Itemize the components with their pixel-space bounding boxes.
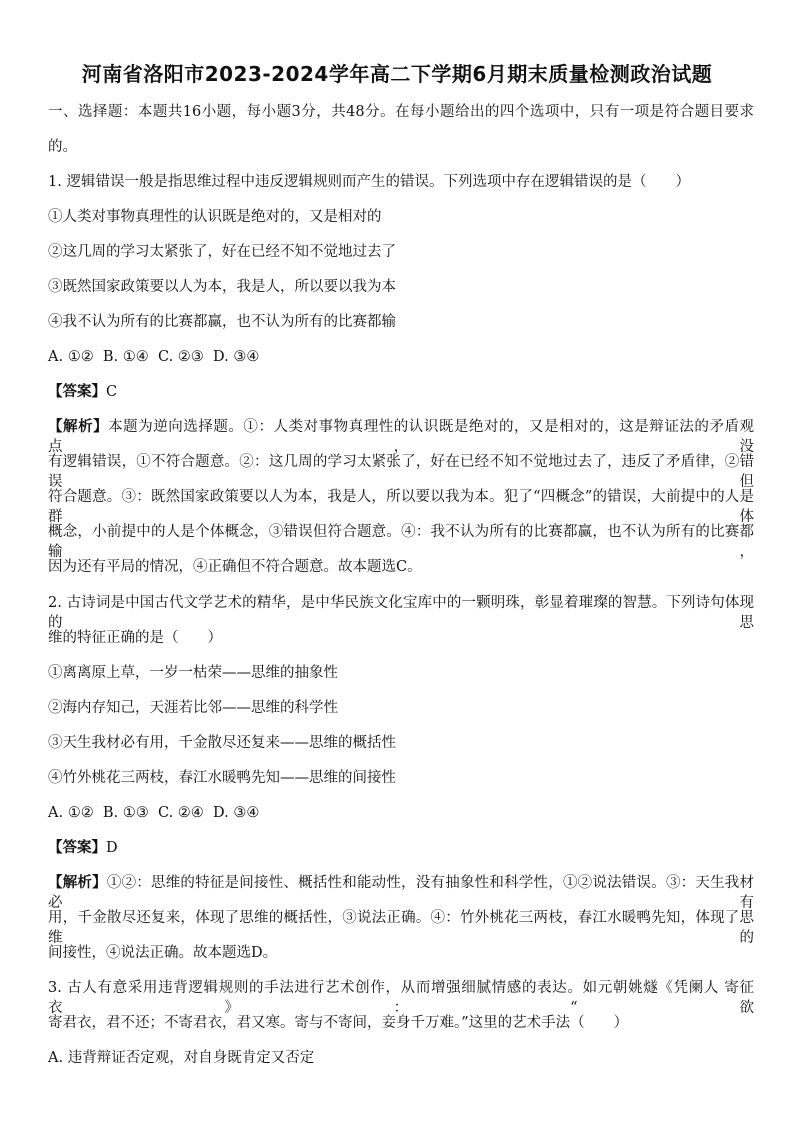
question-2-stem-line-2: 维的特征正确的是（ ）: [48, 630, 222, 646]
question-3-stem-line-1: 3. 古人有意采用违背逻辑规则的手法进行艺术创作，从而增强细腻情感的表达。如元朝姚燧《凭阑人 寄征衣》：“欲: [48, 980, 754, 1016]
question-1-analysis-line-5: 因为还有平局的情况，④正确但不符合题意。故本题选C。: [48, 559, 422, 575]
page-title: 河南省洛阳市2023-2024学年高二下学期6月期末质量检测政治试题: [81, 62, 713, 86]
question-1-analysis-line-4: 概念，小前提中的人是个体概念，③错误但符合题意。④：我不认为所有的比赛都赢，也不认为所有的比赛都输，: [48, 524, 754, 560]
question-1-statement-2: ②这几周的学习太紧张了，好在已经不知不觉地过去了: [48, 244, 396, 260]
analysis-tag: 【解析】: [48, 418, 109, 435]
question-2-stem-line-1: 2. 古诗词是中国古代文学艺术的精华，是中华民族文化宝库中的一颗明珠，彰显着璀璨的智慧。下列诗句体现的思: [48, 595, 754, 631]
answer-tag: 【答案】: [48, 383, 106, 400]
answer-value: C: [106, 384, 118, 400]
analysis-tag: 【解析】: [48, 874, 107, 891]
question-1-stem: 1. 逻辑错误一般是指思维过程中违反逻辑规则而产生的错误。下列选项中存在逻辑错误的是（ ）: [48, 174, 690, 190]
answer-value: D: [106, 840, 118, 856]
question-1-analysis-line-2: 有逻辑错误，①不符合题意。②：这几周的学习太紧张了，好在已经不知不觉地过去了，违反了矛盾律，②错误但: [48, 454, 754, 490]
question-2-statement-4: ④竹外桃花三两枝，春江水暖鸭先知——思维的间接性: [48, 770, 396, 786]
question-3-option-a: A. 违背辩证否定观，对自身既肯定又否定: [48, 1050, 315, 1066]
analysis-text: ①②：思维的特征是间接性、概括性和能动性，没有抽象性和科学性，①②说法错误。③：天生我材必有: [48, 875, 755, 911]
question-1-analysis-line-1: [48, 417, 754, 457]
answer-tag: 【答案】: [48, 839, 106, 856]
question-3-stem-line-2: 寄君衣，君不还；不寄君衣，君又寒。寄与不寄间，妾身千万难。”这里的艺术手法（ ）: [48, 1015, 629, 1031]
analysis-text: 本题为逆向选择题。①：人类对事物真理性的认识既是绝对的，又是相对的，这是辩证法的矛盾观点，没: [48, 419, 755, 455]
question-2-answer: [48, 838, 754, 858]
question-2-options: A. ①② B. ①③ C. ②④ D. ③④: [48, 805, 260, 821]
question-2-analysis-line-3: 间接性，④说法正确。故本题选D。: [48, 945, 278, 961]
question-1-answer: [48, 382, 754, 402]
question-2-statement-2: ②海内存知己，天涯若比邻——思维的科学性: [48, 700, 338, 716]
section-intro-line-2: 的。: [48, 139, 77, 155]
question-2-analysis-line-2: 用，千金散尽还复来，体现了思维的概括性，③说法正确。④：竹外桃花三两枝，春江水暖鸭先知，体现了思维的: [48, 910, 754, 946]
question-1-statement-3: ③既然国家政策要以人为本，我是人，所以要以我为本: [48, 279, 396, 295]
section-intro-line-1: 一、选择题：本题共16小题，每小题3分，共48分。在每小题给出的四个选项中，只有一项是符合题目要求: [48, 104, 754, 120]
question-1-analysis-line-3: 符合题意。③：既然国家政策要以人为本，我是人，所以要以我为本。犯了“四概念”的错误，大前提中的人是群体: [48, 489, 754, 525]
question-1-options: A. ①② B. ①④ C. ②③ D. ③④: [48, 349, 260, 365]
question-2-analysis-line-1: [48, 873, 754, 913]
question-1-statement-4: ④我不认为所有的比赛都赢，也不认为所有的比赛都输: [48, 314, 396, 330]
question-2-statement-3: ③天生我材必有用，千金散尽还复来——思维的概括性: [48, 735, 396, 751]
question-2-statement-1: ①离离原上草，一岁一枯荣——思维的抽象性: [48, 665, 338, 681]
question-1-statement-1: ①人类对事物真理性的认识既是绝对的，又是相对的: [48, 209, 382, 225]
